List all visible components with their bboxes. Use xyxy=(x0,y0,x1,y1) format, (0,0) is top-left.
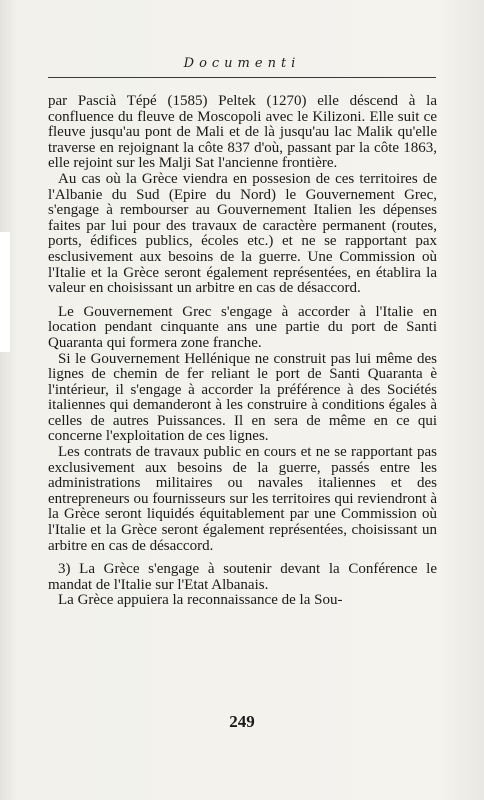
header-rule xyxy=(48,77,436,78)
paragraph-reimbursement: Au cas où la Grèce viendra en possesion de ces territoires de l'Albanie du Sud (Epire du Nord) le Gouvernement Grec, s'engage à rembourser au Gouvernement Italien les dépenses faites par lui pour des travaux de caractère permanent (routes, ports, édifices publics, écoles etc.) et ne se rapportant pax esclusivement aux besoins de la guerre. Une Commission où l'Italie et la Grèce seront également représentées, en établira la valeur en choisissant un arbitre en cas de désaccord. xyxy=(48,170,437,297)
paragraph-public-works-contracts: Les contrats de travaux public en cours et ne se rapportant pas exclusivement aux besoins de la guerre, passés entre les administrations militaires ou navales italiennes et des entrepreneurs ou fournisseurs sur les territoires qui reviendront à la Grèce seront liquidés équitablement par une Commission où l'Italie et la Grèce seront également représentées, choisissant un arbitre en cas de désaccord. xyxy=(48,444,437,554)
paragraph-railway: Si le Gouvernement Hellénique ne construit pas lui même des lignes de chemin de fer reliant le port de Santi Quaranta è l'intérieur, il s'engage à accorder la préférence à des Sociétés italiennes qui demanderont à les construire à conditions égales à celles de autres Puissances. Il en sera de même en ce qui concerne l'exploitation de ces lignes. xyxy=(48,350,437,445)
paragraph-santi-quaranta-lease: Le Gouvernement Grec s'engage à accorder à l'Italie en location pendant cinquante ans une partie du port de Santi Quaranta qui formera zone franche. xyxy=(48,303,437,351)
running-header: Documenti xyxy=(183,56,301,71)
page-body xyxy=(48,94,437,609)
paragraph-mandate-support: 3) La Grèce s'engage à soutenir devant la Conférence le mandat de l'Italie sur l'Etat Albanais. xyxy=(48,561,437,593)
paragraph-recognition: La Grèce appuiera la reconnaissance de la Sou- xyxy=(58,592,343,609)
paragraph-border-description: par Pascià Tépé (1585) Peltek (1270) elle déscend à la confluence du fleuve de Moscopoli avec le Kilizoni. Elle suit ce fleuve jusqu'au pont de Mali et de là jusqu'au lac Malik qu'elle traverse en rejoignant la côte 837 d'où, passant par la côte 1863, elle rejoint sur les Malji Sat l'ancienne frontière. xyxy=(48,93,437,172)
scan-margin-notch xyxy=(0,232,10,352)
page-number: 249 xyxy=(229,712,255,731)
